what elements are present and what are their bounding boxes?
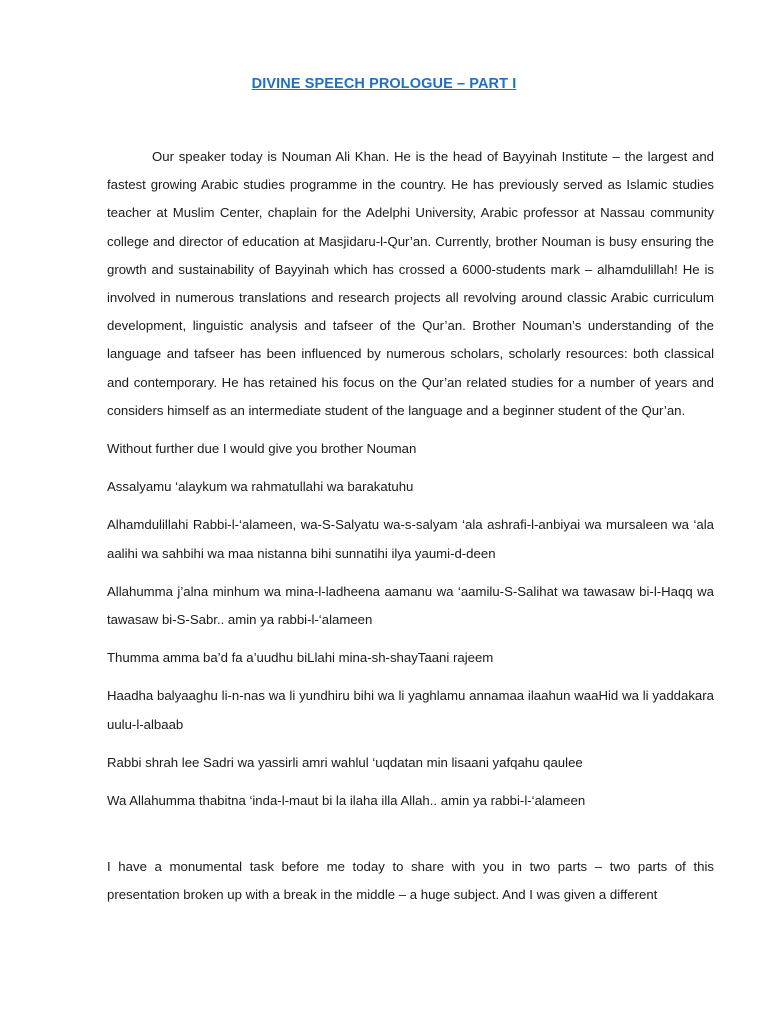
paragraph: Alhamdulillahi Rabbi-l-‘alameen, wa-S-Salyatu wa-s-salyam ‘ala ashrafi-l-anbiyai wa mursaleen wa ‘ala aalihi wa sahbihi wa maa nistanna bihi sunnatihi ilya yaumi-d-deen (107, 517, 714, 561)
paragraph: Assalyamu ‘alaykum wa rahmatullahi wa barakatuhu (107, 479, 414, 495)
paragraph: Haadha balyaaghu li-n-nas wa li yundhiru bihi wa li yaghlamu annamaa ilaahun waaHid wa li yaddakara uulu-l-albaab (107, 688, 714, 732)
intro-paragraph: Our speaker today is Nouman Ali Khan. He is the head of Bayyinah Institute – the largest and fastest growing Arabic studies programme in the country. He has previously served as Islamic studies teacher at Muslim Center, chaplain for the Adelphi University, Arabic professor at Nassau community college and director of education at Masjidaru-l-Qur’an. Currently, brother Nouman is busy ensuring the growth and sustainability of Bayyinah which has crossed a 6000-students mark – alhamdulillah! He is involved in numerous translations and research projects all revolving around classic Arabic curriculum development, linguistic analysis and tafseer of the Qur’an. Brother Nouman’s understanding of the language and tafseer has been influenced by numerous scholars, scholarly resources: both classical and contemporary. He has retained his focus on the Qur’an related studies for a number of years and considers himself as an intermediate student of the language and a beginner student of the Qur’an. (107, 149, 714, 418)
paragraph: Without further due I would give you brother Nouman (107, 441, 417, 457)
paragraph: Wa Allahumma thabitna ‘inda-l-maut bi la ilaha illa Allah.. amin ya rabbi-l-‘alameen (107, 793, 586, 809)
paragraph: I have a monumental task before me today to share with you in two parts – two parts of this presentation broken up with a break in the middle – a huge subject. And I was given a different (107, 859, 714, 903)
document-body (107, 143, 714, 910)
paragraph: Allahumma j’alna minhum wa mina-l-ladheena aamanu wa ‘aamilu-S-Salihat wa tawasaw bi-l-Haqq wa tawasaw bi-S-Sabr.. amin ya rabbi-l-‘alameen (107, 583, 714, 628)
paragraph: Rabbi shrah lee Sadri wa yassirli amri wahlul ‘uqdatan min lisaani yafqahu qaulee (107, 754, 583, 770)
document-title: DIVINE SPEECH PROLOGUE – PART I (251, 76, 517, 92)
paragraph: Thumma amma ba’d fa a’uudhu biLlahi mina-sh-shayTaani rajeem (107, 650, 494, 666)
